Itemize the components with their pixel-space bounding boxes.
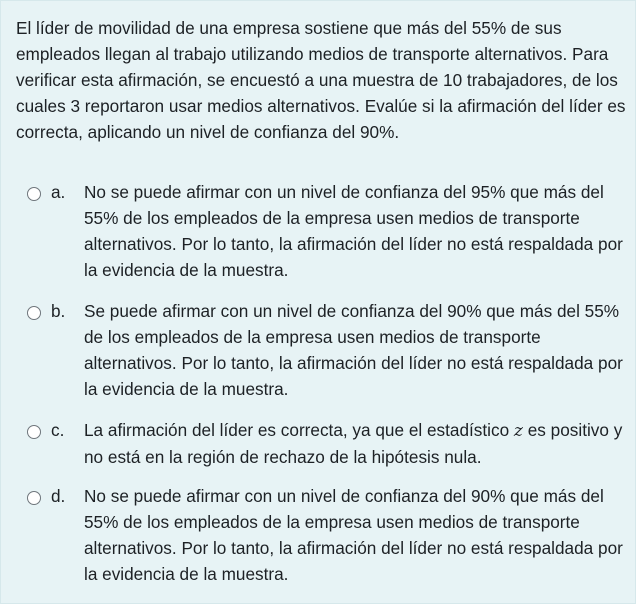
option-d-text: No se puede afirmar con un nivel de confianza del 90% que más del 55% de los empleados de la empresa usen medios de transporte alternativos. Por lo tanto, la afirmación del líder no está respaldada por la evidencia de la muestra. [84, 486, 623, 584]
option-a-radio[interactable] [27, 187, 41, 201]
option-b-radio[interactable] [27, 306, 41, 320]
answer-options [1, 1, 637, 605]
option-c-text-after: es positivo y no está en la región de rechazo de la hipótesis nula. [84, 420, 623, 467]
option-a-letter: a. [51, 182, 66, 202]
option-b-text: Se puede afirmar con un nivel de confianza del 90% que más del 55% de los empleados de la empresa usen medios de transporte alternativos. Por lo tanto, la afirmación del líder no está respaldada por la evidencia de la muestra. [84, 301, 623, 399]
option-c-text-before: La afirmación del líder es correcta, ya que el estadístico [84, 420, 514, 440]
option-c-radio[interactable] [27, 425, 41, 439]
option-d-radio[interactable] [27, 491, 41, 505]
question-text: El líder de movilidad de una empresa sostiene que más del 55% de sus empleados llegan al trabajo utilizando medios de transporte alternativos. Para verificar esta afirmación, se encuestó a una muestra de 10 trabajadores, de los cuales 3 reportaron usar medios alternativos. Evalúe si la afirmación del líder es correcta, aplicando un nivel de confianza del 90%. [16, 18, 626, 142]
option-b-letter: b. [51, 301, 66, 321]
option-a-text: No se puede afirmar con un nivel de confianza del 95% que más del 55% de los empleados de la empresa usen medios de transporte alternativos. Por lo tanto, la afirmación del líder no está respaldada por la evidencia de la muestra. [84, 182, 623, 280]
option-d-letter: d. [51, 486, 66, 506]
option-c-text [84, 417, 624, 470]
z-statistic-variable: z [513, 421, 523, 441]
option-c-letter: c. [51, 420, 65, 440]
